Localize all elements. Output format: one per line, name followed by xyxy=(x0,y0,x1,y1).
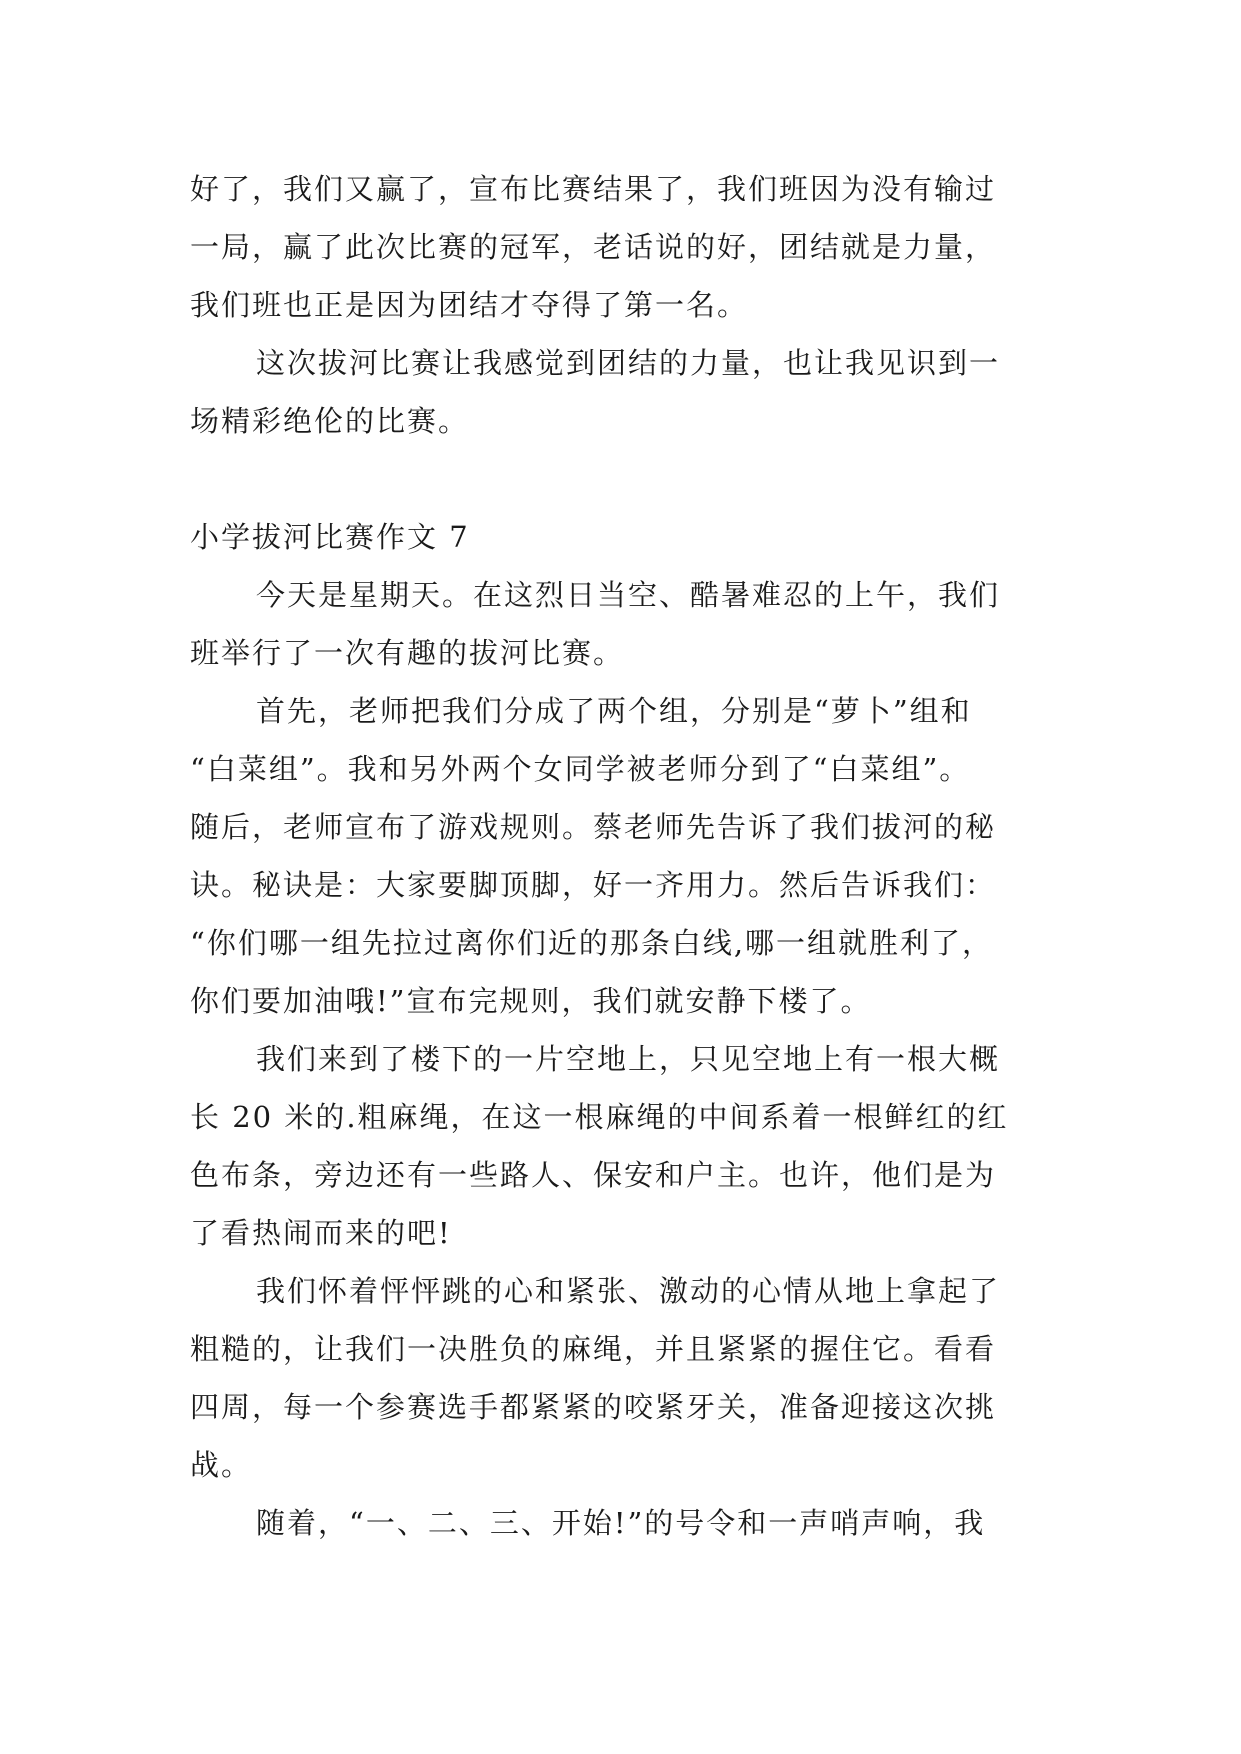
paragraph-line: 四周，每一个参赛选手都紧紧的咬紧牙关，准备迎接这次挑 xyxy=(190,1390,997,1424)
paragraph-line: 长 20 米的.粗麻绳，在这一根麻绳的中间系着一根鲜红的红 xyxy=(190,1100,1009,1134)
paragraph-line: 我们怀着怦怦跳的心和紧张、激动的心情从地上拿起了 xyxy=(256,1274,1001,1308)
paragraph-line: 今天是星期天。在这烈日当空、酷暑难忍的上午，我们 xyxy=(256,578,1001,612)
paragraph-line: 随后，老师宣布了游戏规则。蔡老师先告诉了我们拔河的秘 xyxy=(190,810,997,844)
paragraph-line: 粗糙的，让我们一决胜负的麻绳，并且紧紧的握住它。看看 xyxy=(190,1332,997,1366)
paragraph-line: 场精彩绝伦的比赛。 xyxy=(190,404,470,438)
paragraph-line: “白菜组”。我和另外两个女同学被老师分到了“白菜组”。 xyxy=(190,752,971,786)
section-title: 小学拔河比赛作文 7 xyxy=(190,520,470,554)
document-body xyxy=(190,160,1070,1552)
paragraph-line: 色布条，旁边还有一些路人、保安和户主。也许，他们是为 xyxy=(190,1158,997,1192)
paragraph-line: 我们班也正是因为团结才夺得了第一名。 xyxy=(190,288,749,322)
paragraph-line: 一局，赢了此次比赛的冠军，老话说的好，团结就是力量， xyxy=(190,230,997,264)
paragraph-line: 诀。秘诀是：大家要脚顶脚，好一齐用力。然后告诉我们： xyxy=(190,868,997,902)
paragraph-line: 我们来到了楼下的一片空地上，只见空地上有一根大概 xyxy=(256,1042,1001,1076)
paragraph-line: 了看热闹而来的吧! xyxy=(190,1216,452,1250)
paragraph-line: 首先，老师把我们分成了两个组，分别是“萝卜”组和 xyxy=(256,694,972,728)
section-gap xyxy=(190,450,1070,508)
paragraph-line: 好了，我们又赢了，宣布比赛结果了，我们班因为没有输过 xyxy=(190,172,997,206)
paragraph-line: 你们要加油哦!”宣布完规则，我们就安静下楼了。 xyxy=(190,984,872,1018)
paragraph-line: 班举行了一次有趣的拔河比赛。 xyxy=(190,636,625,670)
paragraph-line: 战。 xyxy=(190,1448,253,1482)
paragraph-line: 随着，“一、二、三、开始!”的号令和一声哨声响，我 xyxy=(256,1506,986,1540)
paragraph-line: 这次拔河比赛让我感觉到团结的力量，也让我见识到一 xyxy=(256,346,1001,380)
paragraph-line: “你们哪一组先拉过离你们近的那条白线,哪一组就胜利了， xyxy=(190,926,994,960)
